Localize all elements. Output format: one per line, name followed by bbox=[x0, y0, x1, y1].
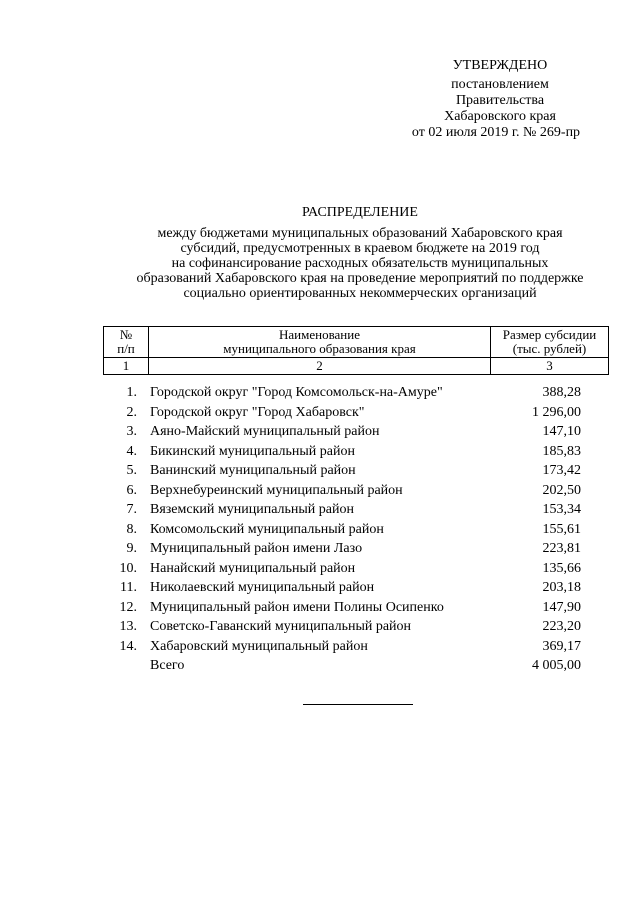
row-value: 185,83 bbox=[542, 443, 581, 459]
table-row bbox=[103, 500, 603, 520]
title-line: образований Хабаровского края на проведение мероприятий по поддержке bbox=[136, 271, 584, 286]
row-name: Бикинский муниципальный район bbox=[150, 443, 355, 459]
row-value: 203,18 bbox=[542, 580, 581, 595]
header-number bbox=[104, 327, 149, 358]
approval-line: Правительства bbox=[455, 93, 545, 108]
table-row bbox=[103, 442, 603, 462]
row-name: Николаевский муниципальный район bbox=[150, 580, 375, 595]
row-number: 11. bbox=[120, 580, 137, 595]
title-line: субсидий, предусмотренных в краевом бюджете на 2019 год bbox=[180, 241, 540, 256]
row-number: 14. bbox=[119, 638, 137, 654]
row-value: 173,42 bbox=[542, 463, 581, 478]
row-name: Нанайский муниципальный район bbox=[150, 560, 356, 576]
title-line: социально ориентированных некоммерческих организаций bbox=[183, 286, 537, 301]
row-name: Комсомольский муниципальный район bbox=[150, 521, 384, 537]
table-body bbox=[103, 383, 603, 676]
approval-line: постановлением bbox=[451, 77, 549, 92]
row-value: 223,81 bbox=[542, 541, 581, 556]
row-value: 155,61 bbox=[542, 521, 581, 537]
header-text: п/п bbox=[117, 341, 135, 356]
total-value: 4 005,00 bbox=[532, 658, 581, 673]
row-name: Городской округ "Город Хабаровск" bbox=[150, 404, 365, 420]
row-value: 147,10 bbox=[542, 424, 581, 439]
row-name: Аяно-Майский муниципальный район bbox=[150, 424, 380, 439]
row-value: 147,90 bbox=[542, 599, 581, 615]
row-number: 10. bbox=[119, 560, 137, 576]
total-row bbox=[103, 656, 603, 676]
table-row bbox=[103, 617, 603, 637]
row-number: 7. bbox=[126, 502, 137, 517]
document-heading: РАСПРЕДЕЛЕНИЕ bbox=[302, 205, 418, 220]
table-row bbox=[103, 637, 603, 657]
row-number: 5. bbox=[126, 463, 137, 478]
total-label: Всего bbox=[150, 658, 185, 673]
row-value: 153,34 bbox=[542, 502, 581, 517]
row-name: Вяземский муниципальный район bbox=[150, 502, 354, 517]
closing-rule bbox=[303, 704, 413, 705]
row-value: 1 296,00 bbox=[532, 404, 581, 420]
header-text: № bbox=[119, 327, 133, 342]
header-text: муниципального образования края bbox=[223, 341, 416, 356]
table-row bbox=[103, 383, 603, 403]
row-name: Верхнебуреинский муниципальный район bbox=[150, 482, 403, 498]
table-row bbox=[103, 461, 603, 481]
header-name bbox=[149, 327, 491, 358]
table-row bbox=[103, 481, 603, 501]
approval-block bbox=[400, 58, 600, 141]
column-number: 2 bbox=[149, 358, 491, 375]
row-name: Городской округ "Город Комсомольск-на-Амуре" bbox=[150, 385, 443, 400]
row-name: Советско-Гаванский муниципальный район bbox=[150, 619, 412, 634]
row-number: 12. bbox=[119, 599, 137, 615]
column-number: 1 bbox=[104, 358, 149, 375]
header-text: Размер субсидии bbox=[502, 327, 597, 342]
table-row bbox=[103, 598, 603, 618]
title-line: на софинансирование расходных обязательств муниципальных bbox=[171, 256, 549, 271]
row-name: Муниципальный район имени Полины Осипенко bbox=[150, 599, 444, 615]
row-number: 1. bbox=[126, 385, 137, 400]
approval-date: от 02 июля 2019 г. № 269-пр bbox=[411, 125, 581, 140]
header-text: (тыс. рублей) bbox=[512, 341, 587, 356]
table-row bbox=[103, 403, 603, 423]
header-text: Наименование bbox=[279, 327, 360, 342]
table-row bbox=[103, 559, 603, 579]
row-number: 13. bbox=[119, 619, 137, 634]
header-amount bbox=[491, 327, 609, 358]
table-row bbox=[103, 422, 603, 442]
approval-line: Хабаровского края bbox=[444, 109, 556, 124]
row-value: 135,66 bbox=[542, 560, 581, 576]
row-name: Ванинский муниципальный район bbox=[150, 463, 356, 478]
row-number: 6. bbox=[126, 482, 137, 498]
row-number: 8. bbox=[126, 521, 137, 537]
row-value: 223,20 bbox=[542, 619, 581, 634]
title-line: между бюджетами муниципальных образований Хабаровского края bbox=[157, 226, 563, 241]
document-title bbox=[110, 205, 610, 301]
table-row bbox=[103, 520, 603, 540]
row-value: 388,28 bbox=[542, 385, 581, 400]
row-number: 9. bbox=[126, 541, 137, 556]
table-header bbox=[103, 326, 609, 375]
column-number: 3 bbox=[491, 358, 609, 375]
table-row bbox=[103, 578, 603, 598]
row-number: 2. bbox=[126, 404, 137, 420]
approval-stamp: УТВЕРЖДЕНО bbox=[452, 58, 548, 73]
row-number: 3. bbox=[126, 424, 137, 439]
row-name: Хабаровский муниципальный район bbox=[150, 638, 368, 654]
row-number: 4. bbox=[126, 443, 137, 459]
row-value: 369,17 bbox=[542, 638, 581, 654]
row-value: 202,50 bbox=[542, 482, 581, 498]
row-name: Муниципальный район имени Лазо bbox=[150, 541, 363, 556]
table-row bbox=[103, 539, 603, 559]
